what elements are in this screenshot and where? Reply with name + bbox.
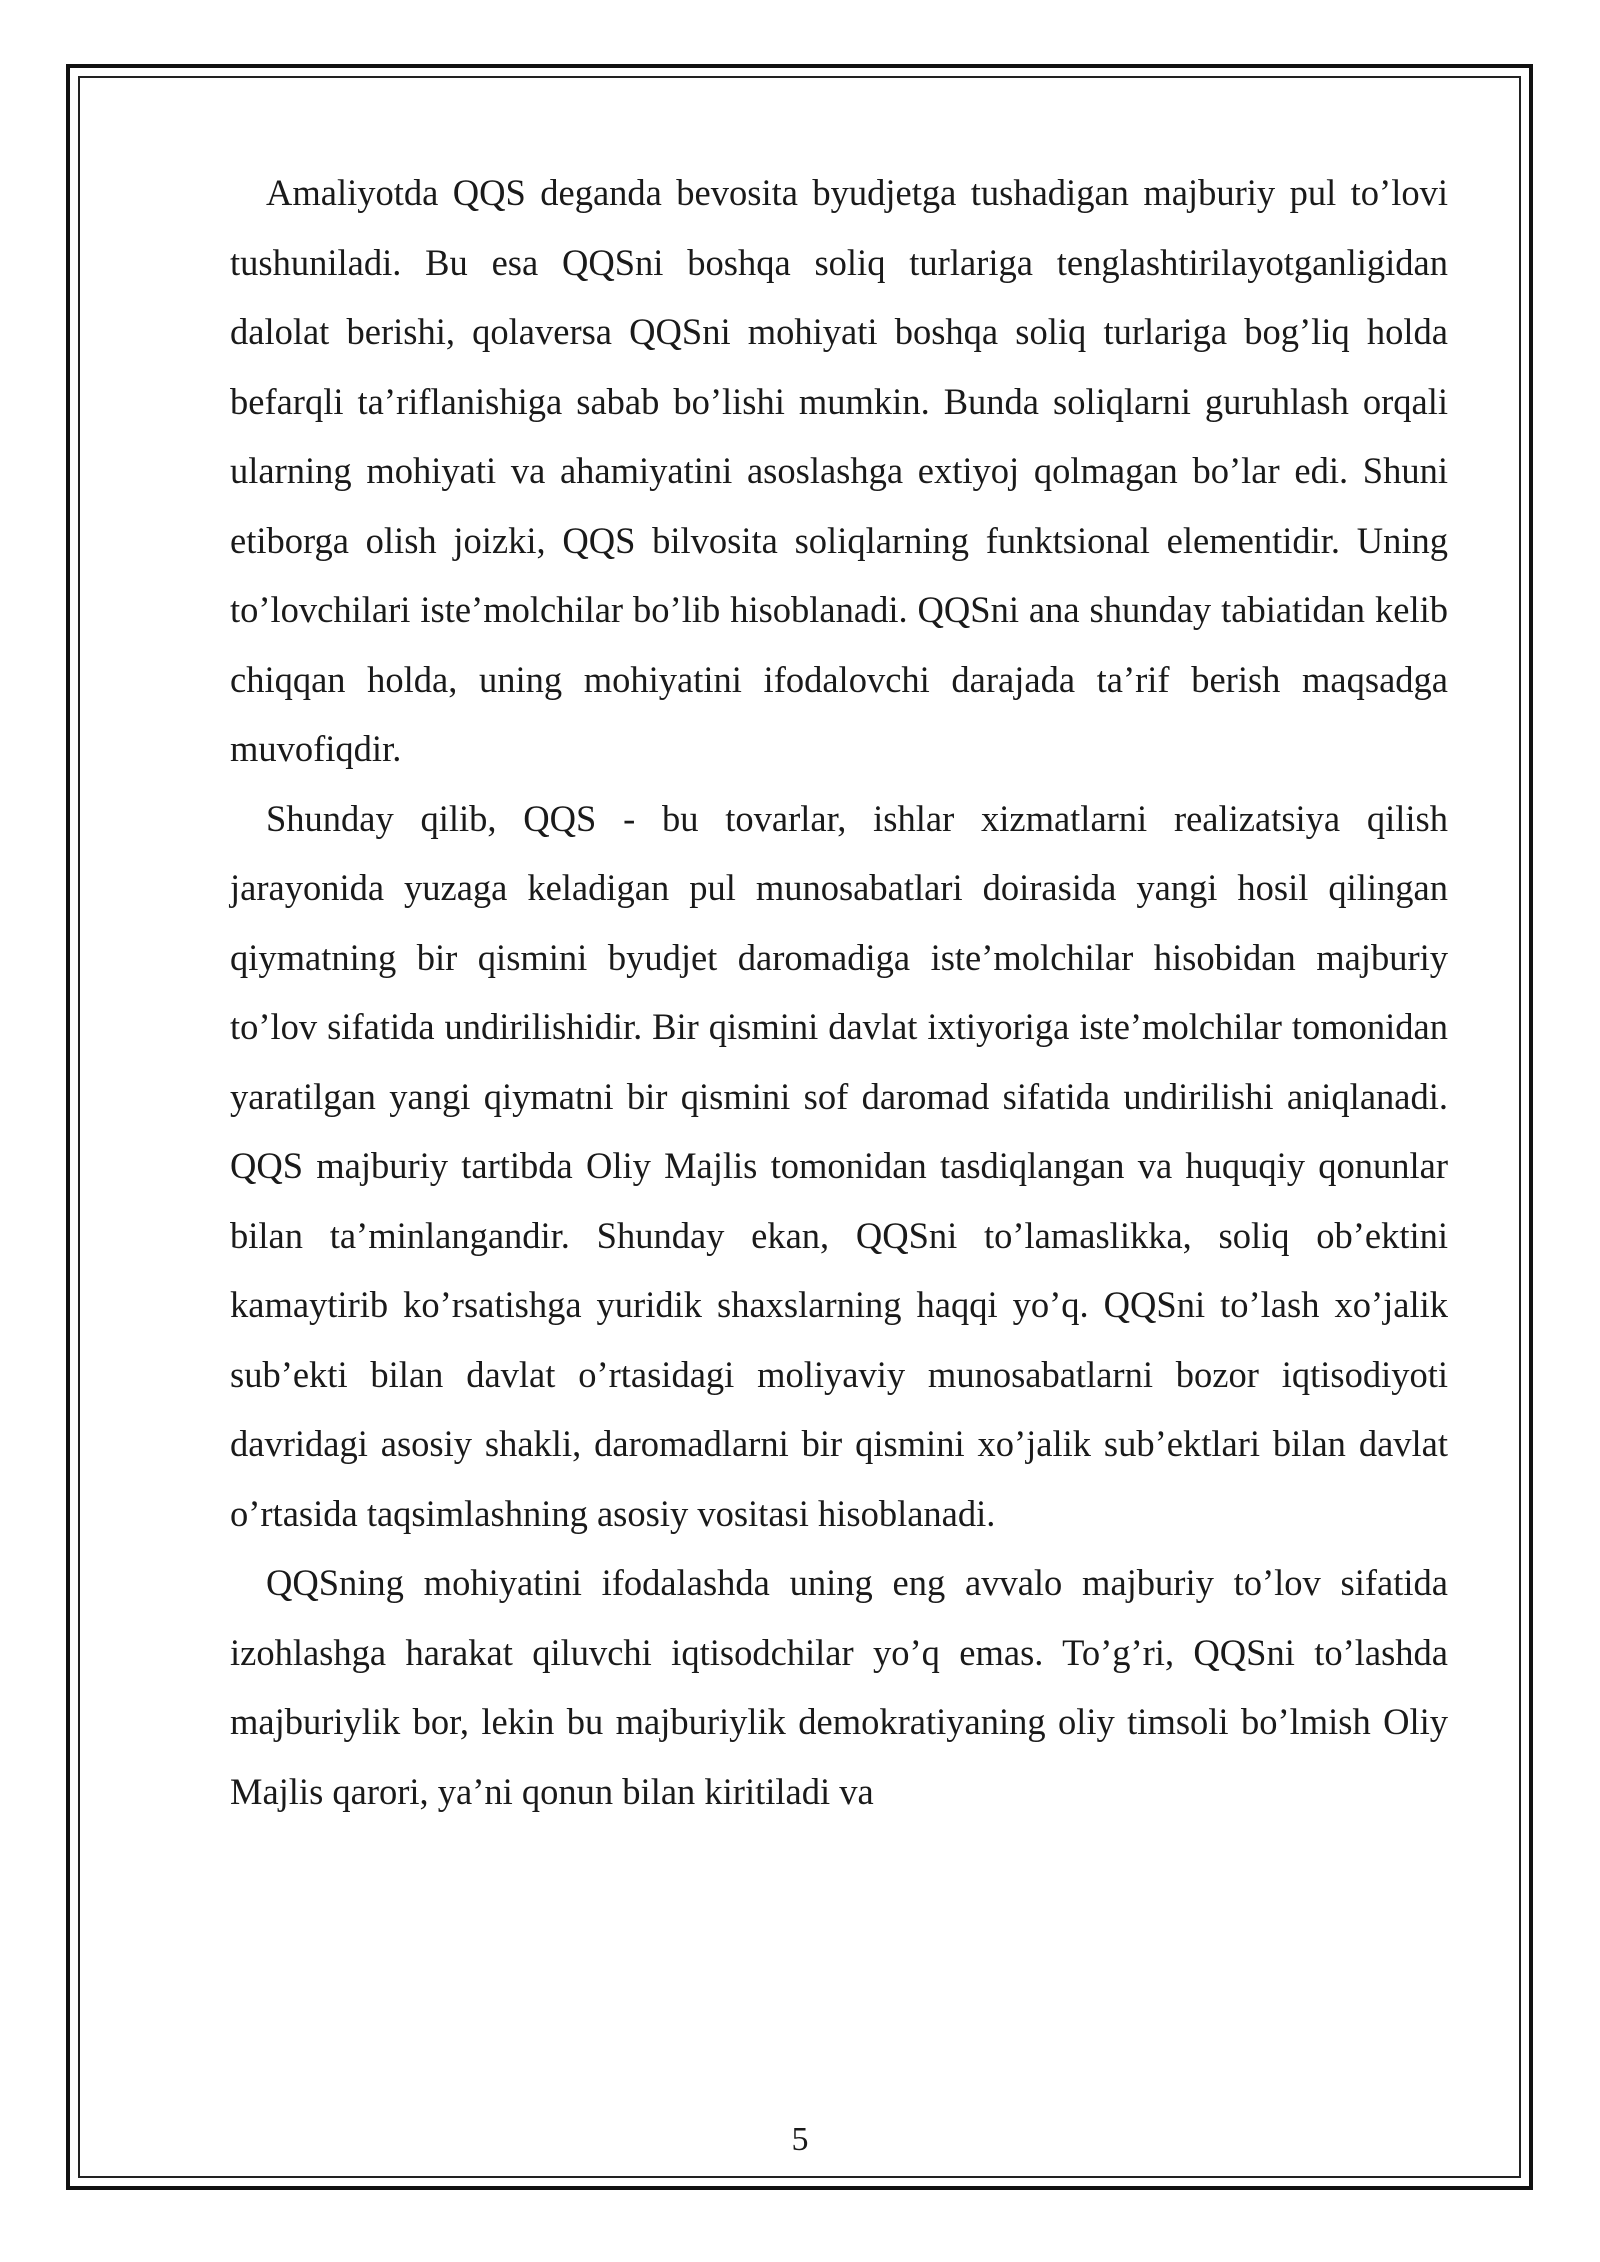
paragraph-2: Shunday qilib, QQS - bu tovarlar, ishlar xizmatlarni realizatsiya qilish jarayonida yuzaga keladigan pul munosabatlari doirasida yangi hosil qilingan qiymatning bir qismini byudjet daromadiga iste’molchilar hisobidan majburiy to’lov sifatida undirilishidir. Bir qismini davlat ixtiyoriga iste’molchilar tomonidan yaratilgan yangi qiymatni bir qismini sof daromad sifatida undirilishi aniqlanadi. QQS majburiy tartibda Oliy Majlis tomonidan tasdiqlangan va huquqiy qonunlar bilan ta’minlangandir. Shunday ekan, QQSni to’lamaslikka, soliq ob’ektini kamaytirib ko’rsatishga yuridik shaxslarning haqqi yo’q. QQSni to’lash xo’jalik sub’ekti bilan davlat o’rtasidagi moliyaviy munosabatlarni bozor iqtisodiyoti davridagi asosiy shakli, daromadlarni bir qismini xo’jalik sub’ektlari bilan davlat o’rtasida taqsimlashning asosiy vositasi hisoblanadi. bbox=[230, 797, 1448, 1534]
paragraph-3: QQSning mohiyatini ifodalashda uning eng avvalo majburiy to’lov sifatida izohlashga harakat qiluvchi iqtisodchilar yo’q emas. To’g’ri, QQSni to’lashda majburiylik bor, lekin bu majburiylik demokratiyaning oliy timsoli bo’lmish Oliy Majlis qarori, ya’ni qonun bilan kiritiladi va bbox=[230, 1562, 1448, 1812]
page-body-text bbox=[230, 158, 1448, 1826]
page-number: 5 bbox=[791, 2121, 809, 2158]
paragraph-1: Amaliyotda QQS deganda bevosita byudjetga tushadigan majburiy pul to’lovi tushuniladi. Bu esa QQSni boshqa soliq turlariga tenglashtirilayotganligidan dalolat berishi, qolaversa QQSni mohiyati boshqa soliq turlariga bog’liq holda befarqli ta’riflanishiga sabab bo’lishi mumkin. Bunda soliqlarni guruhlash orqali ularning mohiyati va ahamiyatini asoslashga extiyoj qolmagan bo’lar edi. Shuni etiborga olish joizki, QQS bilvosita soliqlarning funktsional elementidir. Uning to’lovchilari iste’molchilar bo’lib hisoblanadi. QQSni ana shunday tabiatidan kelib chiqqan holda, uning mohiyatini ifodalovchi darajada ta’rif berish maqsadga muvofiqdir. bbox=[230, 172, 1448, 769]
